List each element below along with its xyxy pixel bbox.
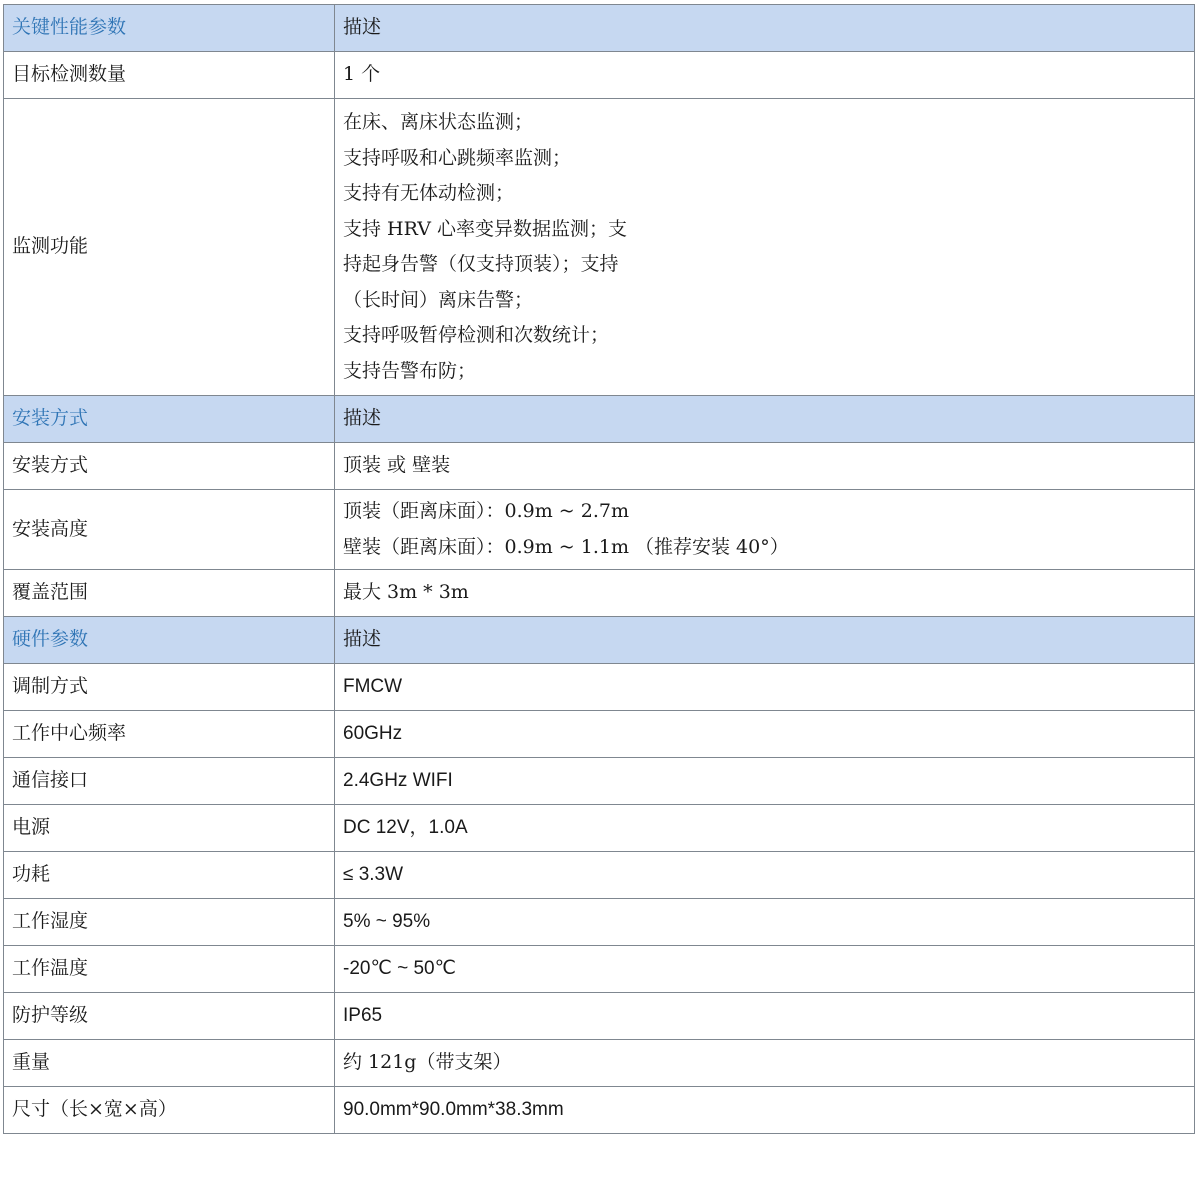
table-row — [4, 1040, 1195, 1087]
table-row — [4, 758, 1195, 805]
table-row — [4, 711, 1195, 758]
value-line: 顶装 或 壁装 — [343, 454, 451, 477]
value-line: 5% ~ 95% — [343, 911, 431, 933]
row-value — [335, 490, 1195, 570]
section-header-desc: 描述 — [335, 617, 1195, 664]
section-header-label: 关键性能参数 — [4, 5, 335, 52]
row-label: 安装高度 — [4, 490, 335, 570]
table-row — [4, 490, 1195, 570]
row-label: 尺寸（长×宽×高） — [4, 1087, 335, 1134]
table-row — [4, 99, 1195, 396]
row-label: 功耗 — [4, 852, 335, 899]
value-line: 支持有无体动检测； — [343, 182, 515, 204]
row-value — [335, 570, 1195, 617]
value-line: 支持呼吸暂停检测和次数统计； — [343, 324, 610, 346]
table-row — [4, 993, 1195, 1040]
row-label: 安装方式 — [4, 443, 335, 490]
table-row — [4, 664, 1195, 711]
section-header-performance — [4, 5, 1195, 52]
row-label: 调制方式 — [4, 664, 335, 711]
row-value — [335, 711, 1195, 758]
value-line: 支持告警布防； — [343, 359, 477, 382]
row-label: 监测功能 — [4, 99, 335, 396]
value-line: 支持呼吸和心跳频率监测； — [343, 146, 572, 169]
value-line: 支持 HRV 心率变异数据监测；支 — [343, 217, 627, 240]
row-value — [335, 946, 1195, 993]
row-label: 通信接口 — [4, 758, 335, 805]
section-header-hardware — [4, 617, 1195, 664]
row-label: 工作湿度 — [4, 899, 335, 946]
section-header-label: 硬件参数 — [4, 617, 335, 664]
row-value — [335, 52, 1195, 99]
value-line: 壁装（距离床面）：0.9m ~ 1.1m （推荐安装 40°） — [343, 535, 789, 558]
row-value — [335, 443, 1195, 490]
value-line: IP65 — [343, 1005, 383, 1027]
value-line: DC 12V，1.0A — [343, 817, 468, 839]
value-line: FMCW — [343, 676, 403, 698]
table-row — [4, 852, 1195, 899]
section-header-installation — [4, 396, 1195, 443]
table-row — [4, 899, 1195, 946]
table-row — [4, 570, 1195, 617]
value-line: 60GHz — [343, 723, 403, 745]
value-line: 约 121g（带支架） — [343, 1051, 512, 1074]
value-line: （长时间）离床告警； — [343, 288, 534, 311]
section-header-desc: 描述 — [335, 5, 1195, 52]
table-row — [4, 805, 1195, 852]
value-line: 最大 3m * 3m — [343, 581, 469, 604]
table-row — [4, 1087, 1195, 1134]
row-value — [335, 805, 1195, 852]
row-value — [335, 1040, 1195, 1087]
row-value — [335, 1087, 1195, 1134]
row-label: 重量 — [4, 1040, 335, 1087]
row-label: 工作温度 — [4, 946, 335, 993]
row-label: 电源 — [4, 805, 335, 852]
table-row — [4, 946, 1195, 993]
row-label: 工作中心频率 — [4, 711, 335, 758]
section-header-desc: 描述 — [335, 396, 1195, 443]
value-line: -20℃ ~ 50℃ — [343, 958, 456, 980]
row-label: 覆盖范围 — [4, 570, 335, 617]
value-line: 顶装（距离床面）：0.9m ~ 2.7m — [343, 500, 629, 522]
row-value — [335, 758, 1195, 805]
table-row — [4, 443, 1195, 490]
value-line: 90.0mm*90.0mm*38.3mm — [343, 1099, 564, 1121]
section-header-label: 安装方式 — [4, 396, 335, 443]
value-line: 在床、离床状态监测； — [343, 111, 534, 133]
value-line: 1 个 — [343, 63, 381, 86]
row-label: 目标检测数量 — [4, 52, 335, 99]
row-label: 防护等级 — [4, 993, 335, 1040]
row-value — [335, 899, 1195, 946]
value-line: ≤ 3.3W — [343, 864, 404, 886]
value-line: 2.4GHz WIFI — [343, 770, 453, 792]
table-row — [4, 52, 1195, 99]
row-value — [335, 852, 1195, 899]
spec-table — [3, 4, 1195, 1134]
row-value — [335, 993, 1195, 1040]
row-value — [335, 664, 1195, 711]
value-line: 持起身告警（仅支持顶装）；支持 — [343, 253, 619, 275]
row-value — [335, 99, 1195, 396]
